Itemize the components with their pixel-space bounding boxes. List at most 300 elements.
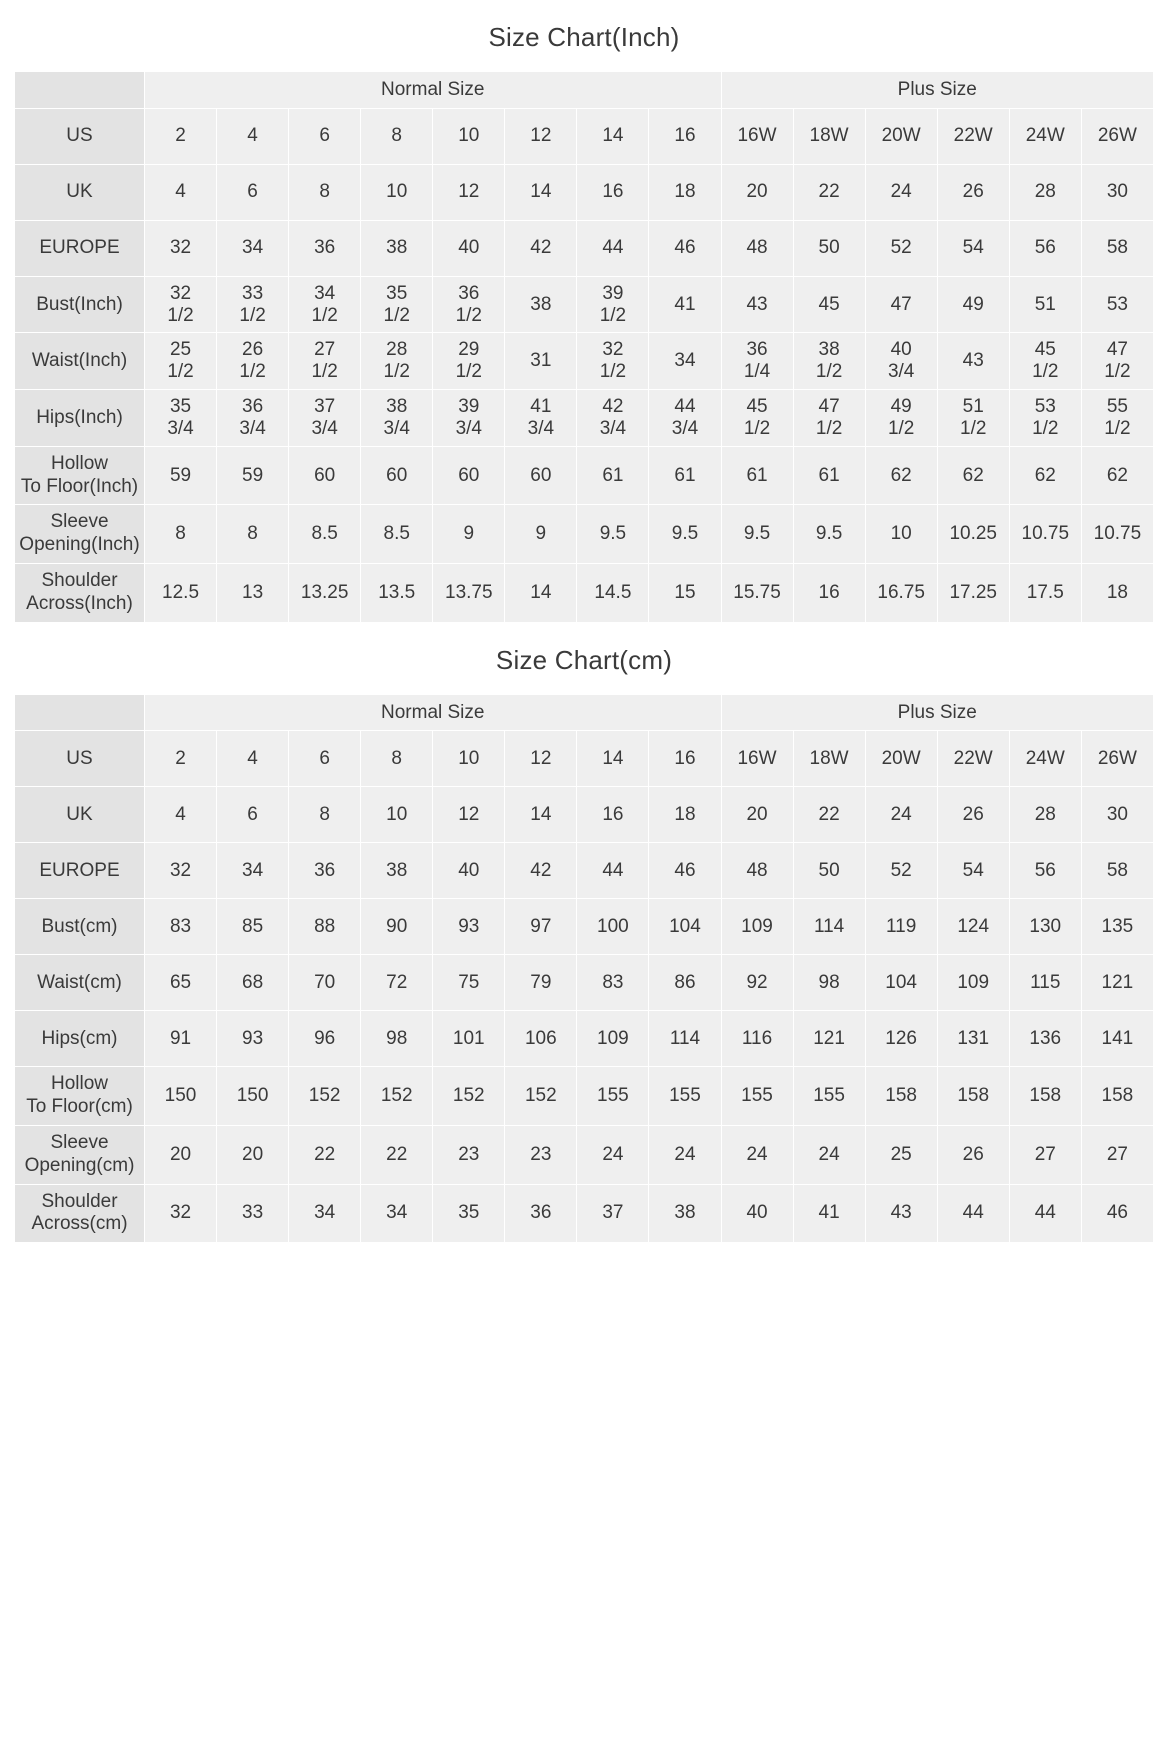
measurement-cell: 152 <box>361 1067 433 1126</box>
measurement-cell: 8.5 <box>289 505 361 564</box>
row-header: Bust(Inch) <box>15 276 145 333</box>
measurement-cell: 20W <box>865 108 937 164</box>
measurement-cell: 91 <box>145 1011 217 1067</box>
measurement-cell: 13.25 <box>289 564 361 623</box>
table-row <box>15 1067 1154 1126</box>
table-row <box>15 564 1154 623</box>
measurement-cell: 8 <box>361 108 433 164</box>
measurement-cell: 28 <box>1009 164 1081 220</box>
measurement-cell: 32 <box>145 843 217 899</box>
measurement-cell: 85 <box>217 899 289 955</box>
measurement-cell: 62 <box>865 446 937 505</box>
measurement-cell: 104 <box>865 955 937 1011</box>
measurement-cell: 54 <box>937 220 1009 276</box>
measurement-cell: 22 <box>793 164 865 220</box>
measurement-cell: 61 <box>649 446 721 505</box>
measurement-cell: 44 3/4 <box>649 390 721 447</box>
measurement-cell: 24 <box>865 164 937 220</box>
measurement-cell: 25 1/2 <box>145 333 217 390</box>
measurement-cell: 12 <box>505 731 577 787</box>
measurement-cell: 136 <box>1009 1011 1081 1067</box>
table-row <box>15 899 1154 955</box>
measurement-cell: 18W <box>793 731 865 787</box>
measurement-cell: 58 <box>1081 220 1153 276</box>
table-row <box>15 276 1154 333</box>
measurement-cell: 6 <box>289 731 361 787</box>
measurement-cell: 10.25 <box>937 505 1009 564</box>
measurement-cell: 24 <box>721 1125 793 1184</box>
table-row <box>15 505 1154 564</box>
measurement-cell: 45 <box>793 276 865 333</box>
measurement-cell: 109 <box>577 1011 649 1067</box>
measurement-cell: 26 1/2 <box>217 333 289 390</box>
chart-title: Size Chart(cm) <box>495 644 673 675</box>
measurement-cell: 51 <box>1009 276 1081 333</box>
measurement-cell: 52 <box>865 220 937 276</box>
measurement-cell: 96 <box>289 1011 361 1067</box>
measurement-cell: 60 <box>505 446 577 505</box>
measurement-cell: 10 <box>865 505 937 564</box>
measurement-cell: 15 <box>649 564 721 623</box>
charts-container <box>14 0 1154 1243</box>
size-group-header: Normal Size <box>145 72 722 109</box>
measurement-cell: 35 3/4 <box>145 390 217 447</box>
measurement-cell: 50 <box>793 220 865 276</box>
size-chart-table <box>14 694 1154 1244</box>
table-row <box>15 333 1154 390</box>
measurement-cell: 25 <box>865 1125 937 1184</box>
measurement-cell: 36 <box>505 1184 577 1243</box>
measurement-cell: 4 <box>217 108 289 164</box>
measurement-cell: 36 3/4 <box>217 390 289 447</box>
measurement-cell: 44 <box>937 1184 1009 1243</box>
measurement-cell: 22 <box>361 1125 433 1184</box>
measurement-cell: 33 <box>217 1184 289 1243</box>
measurement-cell: 27 <box>1009 1125 1081 1184</box>
measurement-cell: 4 <box>145 787 217 843</box>
measurement-cell: 12 <box>433 164 505 220</box>
measurement-cell: 26 <box>937 1125 1009 1184</box>
measurement-cell: 83 <box>577 955 649 1011</box>
measurement-cell: 14 <box>505 787 577 843</box>
measurement-cell: 6 <box>217 787 289 843</box>
measurement-cell: 20 <box>721 787 793 843</box>
size-group-header: Plus Size <box>721 72 1154 109</box>
measurement-cell: 32 <box>145 1184 217 1243</box>
measurement-cell: 39 3/4 <box>433 390 505 447</box>
measurement-cell: 18 <box>649 787 721 843</box>
measurement-cell: 60 <box>433 446 505 505</box>
size-group-header: Normal Size <box>145 694 722 731</box>
measurement-cell: 52 <box>865 843 937 899</box>
measurement-cell: 38 <box>361 220 433 276</box>
measurement-cell: 150 <box>145 1067 217 1126</box>
row-header: US <box>15 731 145 787</box>
measurement-cell: 152 <box>505 1067 577 1126</box>
measurement-cell: 79 <box>505 955 577 1011</box>
measurement-cell: 135 <box>1081 899 1153 955</box>
table-row <box>15 164 1154 220</box>
measurement-cell: 158 <box>1081 1067 1153 1126</box>
measurement-cell: 68 <box>217 955 289 1011</box>
measurement-cell: 53 <box>1081 276 1153 333</box>
measurement-cell: 26 <box>937 164 1009 220</box>
measurement-cell: 13 <box>217 564 289 623</box>
measurement-cell: 24 <box>865 787 937 843</box>
measurement-cell: 34 <box>649 333 721 390</box>
measurement-cell: 42 3/4 <box>577 390 649 447</box>
measurement-cell: 40 <box>433 220 505 276</box>
measurement-cell: 158 <box>1009 1067 1081 1126</box>
measurement-cell: 36 <box>289 220 361 276</box>
row-header: Waist(Inch) <box>15 333 145 390</box>
measurement-cell: 44 <box>1009 1184 1081 1243</box>
measurement-cell: 38 <box>505 276 577 333</box>
row-header: Shoulder Across(Inch) <box>15 564 145 623</box>
measurement-cell: 24W <box>1009 731 1081 787</box>
measurement-cell: 61 <box>793 446 865 505</box>
measurement-cell: 92 <box>721 955 793 1011</box>
measurement-cell: 98 <box>361 1011 433 1067</box>
measurement-cell: 88 <box>289 899 361 955</box>
measurement-cell: 22 <box>793 787 865 843</box>
table-row <box>15 955 1154 1011</box>
measurement-cell: 49 1/2 <box>865 390 937 447</box>
measurement-cell: 121 <box>793 1011 865 1067</box>
measurement-cell: 24 <box>577 1125 649 1184</box>
measurement-cell: 124 <box>937 899 1009 955</box>
row-header: Sleeve Opening(Inch) <box>15 505 145 564</box>
measurement-cell: 9 <box>433 505 505 564</box>
measurement-cell: 22 <box>289 1125 361 1184</box>
row-header: Hollow To Floor(cm) <box>15 1067 145 1126</box>
measurement-cell: 41 <box>793 1184 865 1243</box>
table-row <box>15 108 1154 164</box>
measurement-cell: 40 <box>433 843 505 899</box>
row-header: UK <box>15 787 145 843</box>
measurement-cell: 16 <box>649 108 721 164</box>
measurement-cell: 46 <box>649 843 721 899</box>
measurement-cell: 121 <box>1081 955 1153 1011</box>
measurement-cell: 50 <box>793 843 865 899</box>
measurement-cell: 31 <box>505 333 577 390</box>
measurement-cell: 35 <box>433 1184 505 1243</box>
measurement-cell: 41 3/4 <box>505 390 577 447</box>
measurement-cell: 14 <box>577 108 649 164</box>
measurement-cell: 32 1/2 <box>577 333 649 390</box>
measurement-cell: 6 <box>217 164 289 220</box>
measurement-cell: 38 1/2 <box>793 333 865 390</box>
measurement-cell: 47 <box>865 276 937 333</box>
measurement-cell: 12.5 <box>145 564 217 623</box>
row-header: EUROPE <box>15 843 145 899</box>
table-row <box>15 787 1154 843</box>
measurement-cell: 56 <box>1009 843 1081 899</box>
measurement-cell: 14 <box>505 564 577 623</box>
measurement-cell: 61 <box>721 446 793 505</box>
measurement-cell: 15.75 <box>721 564 793 623</box>
table-corner-cell <box>15 72 145 109</box>
row-header: UK <box>15 164 145 220</box>
measurement-cell: 130 <box>1009 899 1081 955</box>
measurement-cell: 18 <box>649 164 721 220</box>
measurement-cell: 36 1/2 <box>433 276 505 333</box>
measurement-cell: 34 <box>217 843 289 899</box>
measurement-cell: 41 <box>649 276 721 333</box>
measurement-cell: 42 <box>505 843 577 899</box>
measurement-cell: 8 <box>145 505 217 564</box>
measurement-cell: 43 <box>937 333 1009 390</box>
measurement-cell: 16W <box>721 108 793 164</box>
measurement-cell: 23 <box>433 1125 505 1184</box>
measurement-cell: 48 <box>721 220 793 276</box>
measurement-cell: 32 1/2 <box>145 276 217 333</box>
measurement-cell: 45 1/2 <box>721 390 793 447</box>
measurement-cell: 46 <box>649 220 721 276</box>
measurement-cell: 152 <box>433 1067 505 1126</box>
measurement-cell: 16 <box>577 787 649 843</box>
measurement-cell: 10.75 <box>1009 505 1081 564</box>
table-row <box>15 1184 1154 1243</box>
size-group-header: Plus Size <box>721 694 1154 731</box>
measurement-cell: 17.5 <box>1009 564 1081 623</box>
measurement-cell: 8 <box>289 787 361 843</box>
measurement-cell: 9.5 <box>577 505 649 564</box>
measurement-cell: 34 <box>289 1184 361 1243</box>
measurement-cell: 38 <box>361 843 433 899</box>
measurement-cell: 18 <box>1081 564 1153 623</box>
measurement-cell: 36 <box>289 843 361 899</box>
table-row <box>15 220 1154 276</box>
measurement-cell: 100 <box>577 899 649 955</box>
measurement-cell: 14 <box>505 164 577 220</box>
measurement-cell: 2 <box>145 108 217 164</box>
measurement-cell: 55 1/2 <box>1081 390 1153 447</box>
measurement-cell: 16.75 <box>865 564 937 623</box>
measurement-cell: 34 <box>217 220 289 276</box>
measurement-cell: 93 <box>217 1011 289 1067</box>
measurement-cell: 54 <box>937 843 1009 899</box>
row-header: Hips(cm) <box>15 1011 145 1067</box>
measurement-cell: 12 <box>505 108 577 164</box>
table-row <box>15 446 1154 505</box>
measurement-cell: 6 <box>289 108 361 164</box>
measurement-cell: 34 1/2 <box>289 276 361 333</box>
measurement-cell: 18W <box>793 108 865 164</box>
measurement-cell: 116 <box>721 1011 793 1067</box>
measurement-cell: 37 3/4 <box>289 390 361 447</box>
measurement-cell: 2 <box>145 731 217 787</box>
measurement-cell: 58 <box>1081 843 1153 899</box>
measurement-cell: 20 <box>217 1125 289 1184</box>
measurement-cell: 90 <box>361 899 433 955</box>
measurement-cell: 155 <box>649 1067 721 1126</box>
measurement-cell: 44 <box>577 220 649 276</box>
measurement-cell: 106 <box>505 1011 577 1067</box>
measurement-cell: 114 <box>649 1011 721 1067</box>
measurement-cell: 59 <box>145 446 217 505</box>
measurement-cell: 155 <box>793 1067 865 1126</box>
row-header: Bust(cm) <box>15 899 145 955</box>
row-header: Hips(Inch) <box>15 390 145 447</box>
measurement-cell: 40 <box>721 1184 793 1243</box>
measurement-cell: 60 <box>361 446 433 505</box>
measurement-cell: 158 <box>865 1067 937 1126</box>
measurement-cell: 23 <box>505 1125 577 1184</box>
measurement-cell: 10 <box>361 164 433 220</box>
measurement-cell: 28 1/2 <box>361 333 433 390</box>
measurement-cell: 14.5 <box>577 564 649 623</box>
measurement-cell: 119 <box>865 899 937 955</box>
measurement-cell: 93 <box>433 899 505 955</box>
measurement-cell: 4 <box>217 731 289 787</box>
measurement-cell: 10 <box>361 787 433 843</box>
measurement-cell: 62 <box>937 446 1009 505</box>
measurement-cell: 22W <box>937 108 1009 164</box>
table-row <box>15 1125 1154 1184</box>
measurement-cell: 43 <box>721 276 793 333</box>
measurement-cell: 8.5 <box>361 505 433 564</box>
row-header: Hollow To Floor(Inch) <box>15 446 145 505</box>
measurement-cell: 4 <box>145 164 217 220</box>
measurement-cell: 10 <box>433 731 505 787</box>
measurement-cell: 46 <box>1081 1184 1153 1243</box>
measurement-cell: 30 <box>1081 787 1153 843</box>
size-chart-table <box>14 71 1154 623</box>
measurement-cell: 32 <box>145 220 217 276</box>
measurement-cell: 141 <box>1081 1011 1153 1067</box>
measurement-cell: 65 <box>145 955 217 1011</box>
row-header: EUROPE <box>15 220 145 276</box>
measurement-cell: 47 1/2 <box>1081 333 1153 390</box>
table-row <box>15 72 1154 109</box>
measurement-cell: 45 1/2 <box>1009 333 1081 390</box>
measurement-cell: 155 <box>721 1067 793 1126</box>
measurement-cell: 47 1/2 <box>793 390 865 447</box>
measurement-cell: 104 <box>649 899 721 955</box>
measurement-cell: 86 <box>649 955 721 1011</box>
measurement-cell: 27 <box>1081 1125 1153 1184</box>
measurement-cell: 115 <box>1009 955 1081 1011</box>
measurement-cell: 29 1/2 <box>433 333 505 390</box>
measurement-cell: 38 3/4 <box>361 390 433 447</box>
measurement-cell: 14 <box>577 731 649 787</box>
table-corner-cell <box>15 694 145 731</box>
measurement-cell: 40 3/4 <box>865 333 937 390</box>
measurement-cell: 30 <box>1081 164 1153 220</box>
row-header: Sleeve Opening(cm) <box>15 1125 145 1184</box>
measurement-cell: 16 <box>649 731 721 787</box>
measurement-cell: 83 <box>145 899 217 955</box>
measurement-cell: 9.5 <box>793 505 865 564</box>
measurement-cell: 75 <box>433 955 505 1011</box>
measurement-cell: 43 <box>865 1184 937 1243</box>
measurement-cell: 109 <box>937 955 1009 1011</box>
measurement-cell: 16 <box>793 564 865 623</box>
measurement-cell: 48 <box>721 843 793 899</box>
measurement-cell: 13.75 <box>433 564 505 623</box>
measurement-cell: 53 1/2 <box>1009 390 1081 447</box>
measurement-cell: 28 <box>1009 787 1081 843</box>
measurement-cell: 49 <box>937 276 1009 333</box>
table-row <box>15 843 1154 899</box>
measurement-cell: 8 <box>217 505 289 564</box>
measurement-cell: 26W <box>1081 108 1153 164</box>
measurement-cell: 62 <box>1009 446 1081 505</box>
measurement-cell: 114 <box>793 899 865 955</box>
measurement-cell: 36 1/4 <box>721 333 793 390</box>
measurement-cell: 126 <box>865 1011 937 1067</box>
table-row <box>15 1011 1154 1067</box>
measurement-cell: 16 <box>577 164 649 220</box>
table-row <box>15 731 1154 787</box>
measurement-cell: 9.5 <box>649 505 721 564</box>
measurement-cell: 20 <box>721 164 793 220</box>
measurement-cell: 9 <box>505 505 577 564</box>
measurement-cell: 109 <box>721 899 793 955</box>
measurement-cell: 9.5 <box>721 505 793 564</box>
measurement-cell: 8 <box>361 731 433 787</box>
measurement-cell: 24 <box>649 1125 721 1184</box>
chart-title: Size Chart(Inch) <box>488 22 680 52</box>
measurement-cell: 158 <box>937 1067 1009 1126</box>
measurement-cell: 98 <box>793 955 865 1011</box>
measurement-cell: 59 <box>217 446 289 505</box>
measurement-cell: 24 <box>793 1125 865 1184</box>
measurement-cell: 12 <box>433 787 505 843</box>
measurement-cell: 62 <box>1081 446 1153 505</box>
measurement-cell: 70 <box>289 955 361 1011</box>
measurement-cell: 37 <box>577 1184 649 1243</box>
measurement-cell: 20W <box>865 731 937 787</box>
measurement-cell: 38 <box>649 1184 721 1243</box>
row-header: Waist(cm) <box>15 955 145 1011</box>
measurement-cell: 10.75 <box>1081 505 1153 564</box>
measurement-cell: 97 <box>505 899 577 955</box>
table-row <box>15 390 1154 447</box>
measurement-cell: 13.5 <box>361 564 433 623</box>
measurement-cell: 42 <box>505 220 577 276</box>
measurement-cell: 51 1/2 <box>937 390 1009 447</box>
measurement-cell: 101 <box>433 1011 505 1067</box>
measurement-cell: 155 <box>577 1067 649 1126</box>
measurement-cell: 39 1/2 <box>577 276 649 333</box>
measurement-cell: 35 1/2 <box>361 276 433 333</box>
measurement-cell: 26W <box>1081 731 1153 787</box>
measurement-cell: 8 <box>289 164 361 220</box>
measurement-cell: 10 <box>433 108 505 164</box>
measurement-cell: 34 <box>361 1184 433 1243</box>
row-header: Shoulder Across(cm) <box>15 1184 145 1243</box>
measurement-cell: 22W <box>937 731 1009 787</box>
measurement-cell: 16W <box>721 731 793 787</box>
measurement-cell: 33 1/2 <box>217 276 289 333</box>
measurement-cell: 61 <box>577 446 649 505</box>
measurement-cell: 44 <box>577 843 649 899</box>
measurement-cell: 17.25 <box>937 564 1009 623</box>
measurement-cell: 150 <box>217 1067 289 1126</box>
measurement-cell: 152 <box>289 1067 361 1126</box>
table-row <box>15 694 1154 731</box>
measurement-cell: 60 <box>289 446 361 505</box>
measurement-cell: 24W <box>1009 108 1081 164</box>
measurement-cell: 131 <box>937 1011 1009 1067</box>
measurement-cell: 27 1/2 <box>289 333 361 390</box>
measurement-cell: 56 <box>1009 220 1081 276</box>
row-header: US <box>15 108 145 164</box>
measurement-cell: 72 <box>361 955 433 1011</box>
measurement-cell: 20 <box>145 1125 217 1184</box>
